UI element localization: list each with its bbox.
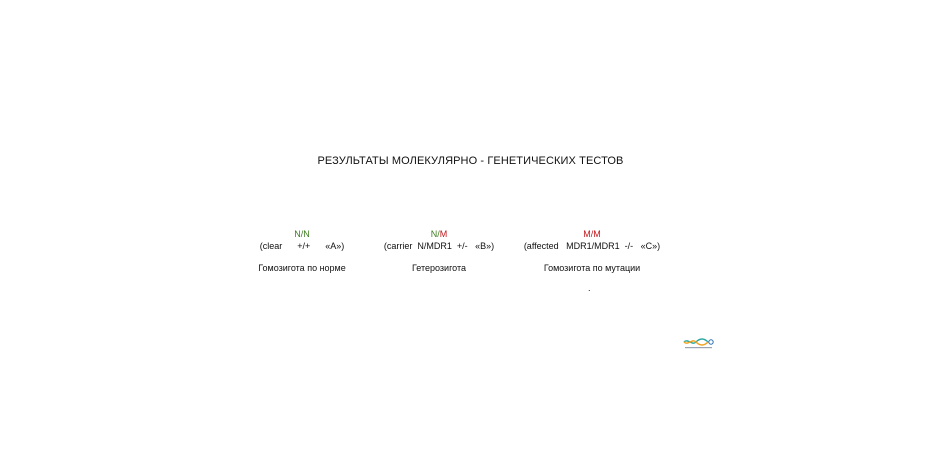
genotype-allele-2: M — [593, 229, 601, 239]
genotype-allele-1: N/ — [430, 229, 440, 239]
genotype-allele-1: N/ — [294, 229, 304, 239]
genotype-caption: Гомозигота по мутации — [543, 263, 641, 273]
genotype-caption: Гетерозигота — [412, 263, 466, 273]
genotype-allele-2: M — [439, 229, 448, 239]
result-heterozygous — [376, 228, 502, 274]
footnote-mark: . — [588, 283, 591, 293]
result-homozygous-normal — [250, 228, 354, 274]
result-homozygous-mutation — [517, 228, 667, 274]
dna-helix-logo-icon — [683, 337, 715, 351]
genotype-label — [250, 228, 354, 240]
genotype-description: (affected MDR1/MDR1 -/- «C») — [523, 241, 661, 251]
genotype-label — [376, 228, 502, 240]
genotype-description: (clear +/+ «A») — [259, 241, 345, 251]
genotype-description: (carrier N/MDR1 +/- «B») — [383, 241, 495, 251]
genotype-allele-1: M/ — [583, 229, 594, 239]
page-title: РЕЗУЛЬТАТЫ МОЛЕКУЛЯРНО - ГЕНЕТИЧЕСКИХ ТЕСТОВ — [317, 155, 624, 167]
genotype-caption: Гомозигота по норме — [258, 263, 346, 273]
genotype-allele-2: N — [303, 229, 310, 239]
genotype-label — [517, 228, 667, 240]
